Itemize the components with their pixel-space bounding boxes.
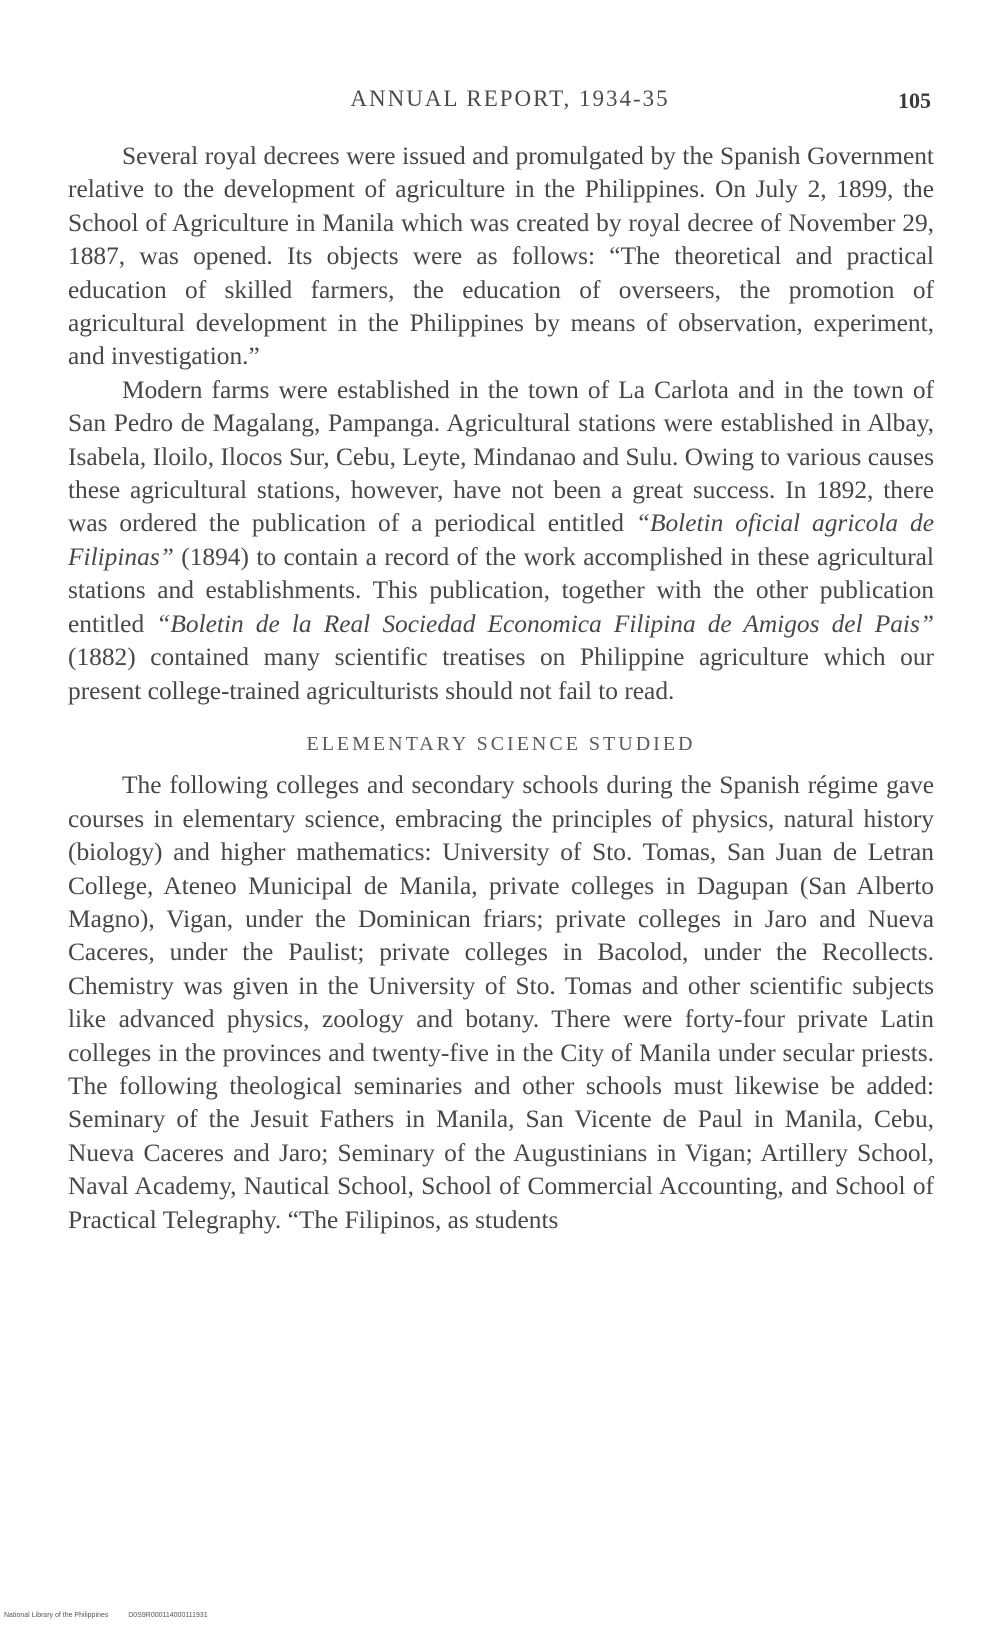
footer-source: National Library of the Philippines — [4, 1612, 109, 1619]
periodical-title: “Boletin de la Real Sociedad Economica Filipina de Amigos del Pais” — [156, 609, 934, 638]
section-heading: ELEMENTARY SCIENCE STUDIED — [306, 732, 696, 755]
paragraph-text: (1894) to contain a record of the work accomplished in these agricultural stations and establishments. This publication, together with the other publication entitled — [68, 542, 934, 638]
footer-identifier: D0S9R000114000111931 — [128, 1612, 208, 1619]
paragraph-elementary-science: The following colleges and secondary schools during the Spanish régime gave courses in elementary science, embracing the principles of physics, natural history (biology) and higher mathematics: University of Sto. Tomas, San Juan de Letran College, Ateneo Municipal de Manila, private colleges in Dagupan (San Alberto Magno), Vigan, under the Dominican friars; private colleges in Jaro and Nueva Caceres, under the Paulist; private colleges in Bacolod, under the Recollects. Chemistry was given in the University of Sto. Tomas and other scientific subjects like advanced physics, zoology and botany. There were forty-four private Latin colleges in the provinces and twenty-five in the City of Manila under secular priests. The following theological seminaries and other schools must likewise be added: Seminary of the Jesuit Fathers in Manila, San Vicente de Paul in Manila, Cebu, Nueva Caceres and Jaro; Seminary of the Augustinians in Vigan; Artillery School, Naval Academy, Nautical School, School of Commercial Accounting, and School of Practical Telegraphy. “The Filipinos, as students — [68, 771, 934, 1234]
page-number: 105 — [898, 88, 931, 113]
paragraph-text: (1882) contained many scientific treatises on Philippine agriculture which our present college-trained agriculturists should not fail to read. — [68, 643, 934, 705]
paragraph-modern-farms — [68, 374, 934, 708]
scan-footer — [4, 1612, 226, 1619]
periodical-title: “Boletin oficial agricola de Filipinas” — [68, 509, 934, 571]
paragraph-text: Modern farms were established in the town of La Carlota and in the town of San Pedro de Magalang, Pampanga. Agricultural stations were established in Albay, Isabela, Iloilo, Ilocos Sur, Cebu, Leyte, Mindanao and Sulu. Owing to various causes these agricultural stations, however, have not been a great success. In 1892, there was ordered the publication of a periodical entitled — [68, 375, 934, 538]
running-head: ANNUAL REPORT, 1934-35 — [350, 86, 670, 111]
paragraph-royal-decrees: Several royal decrees were issued and promulgated by the Spanish Government relative to the development of agriculture in the Philippines. On July 2, 1899, the School of Agriculture in Manila which was created by royal decree of November 29, 1887, was opened. Its objects were as follows: “The theoretical and practical education of skilled farmers, the education of overseers, the promotion of agricultural development in the Philippines by means of observation, experiment, and investigation.” — [68, 142, 934, 371]
body-text — [68, 140, 934, 1237]
